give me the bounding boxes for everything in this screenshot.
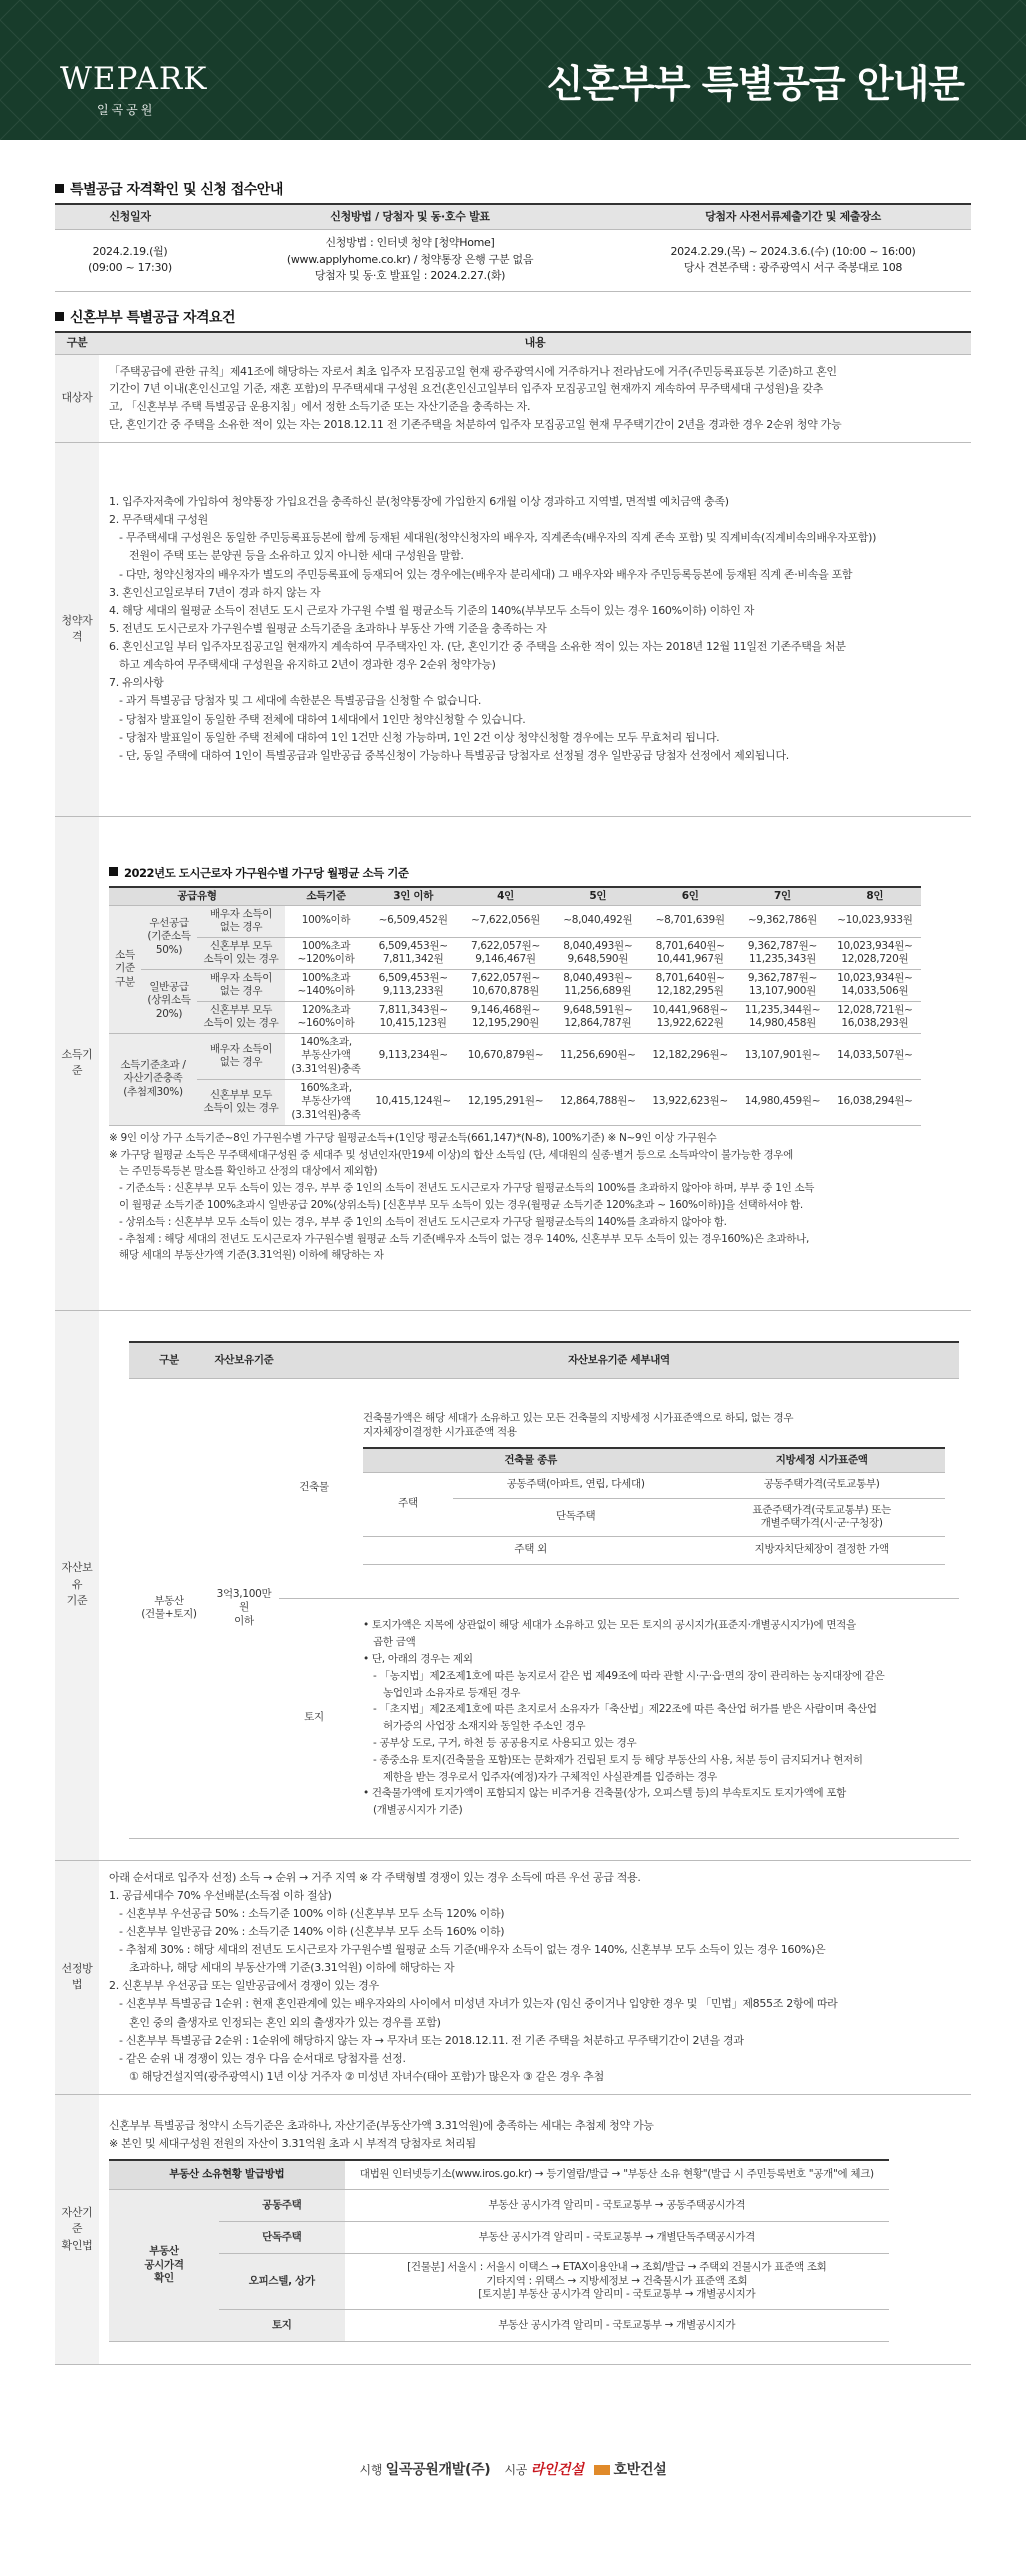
check-source: [건물분] 서울시 : 서울시 이택스 → ETAX이용안내 → 조회/발급 → 주택외 건물시가 표준액 조회 기타지역 : 위택스 → 지방세정보 → 건축물시가 표준액 조회 [토지분] 부동산 공시가격 알리미 - 국토교통부 → 개별공시지가 xyxy=(345,2254,889,2310)
check-group-label: 부동산 공시가격 확인 xyxy=(109,2190,219,2342)
asset-content xyxy=(99,1310,971,1860)
row-label-asset: 자산보유 기준 xyxy=(55,1310,99,1860)
check-kind: 공동주택 xyxy=(219,2190,345,2222)
hoban-logo-icon xyxy=(594,2465,610,2475)
asset-table xyxy=(129,1341,959,1839)
check-kind: 토지 xyxy=(219,2310,345,2342)
grp-lottery: 소득기준초과 / 자산기준충족 (추첨제30%) xyxy=(109,1033,197,1125)
th-asset-std: 자산보유기준 xyxy=(209,1342,279,1378)
page-title: 신혼부부 특별공급 안내문 xyxy=(546,62,964,106)
bld-kind: 주택 외 xyxy=(363,1536,698,1564)
case-cell: 신혼부부 모두 소득이 있는 경우 xyxy=(197,937,285,969)
qualification-content: 1. 입주자저축에 가입하여 청약통장 가입요건을 충족하신 분(청약통장에 가입한지 6개월 이상 경과하고 지역별, 면적별 예치금액 충족) 2. 무주택세대 구성원 - 무주택세대 구성원은 동일한 주민등록표등본에 함께 등재된 세대원(청약신청자의 배우자, 직계존속(배우자의 직계 존속 포함) 및 직계비속(직계비속의배우자포함)) 전원이 주택 또는 분양권 등을 소유하고 있지 아니한 세대 구성원을 말함. - 다만, 청약신청자의 배우자가 별도의 주민등록표에 등재되어 있는 경우에는(배우자 분리세대) 그 배우자와 배우자 주민등록등본에 등재된 직계 존·비속을 포함 3. 혼인신고일로부터 7년이 경과 하지 않는 자 4. 해당 세대의 월평균 소득이 전년도 도시 근로자 가구원 수별 월 평균소득 기준의 140%(부부모두 소득이 있는 경우 160%이하) 이하인 자 5. 전년도 도시근로자 가구원수별 월평균 소득기준을 초과하나 부동산 가액 기준을 충족하는 자 6. 혼인신고일 부터 입주자모집공고일 현재까지 계속하여 무주택자인 자. (단, 혼인기간 중 주택을 소유한 적이 있는 자는 2018년 12월 11일전 기존주택을 처분 하고 계속하여 무주택세대 구성원을 유지하고 2년이 경과한 경우 2순위 청약가능) 7. 유의사항 - 과거 특별공급 당첨자 및 그 세대에 속한분은 특별공급을 신청할 수 없습니다. - 당첨자 발표일이 동일한 주택 전체에 대하여 1세대에서 1인만 청약신청할 수 있습니다. - 당첨자 발표일이 동일한 주택 전체에 대하여 1인 1건만 신청 가능하며, 1인 2건 이상 청약신청할 경우에는 모두 무효처리 됩니다. - 단, 동일 주택에 대하여 1인이 특별공급과 일반공급 중복신청이 가능하나 특별공급 당첨자로 선정될 경우 일반공급 당첨자 선정에서 제외됩니다. xyxy=(99,442,971,816)
asset-limit-cell: 3억3,100만원 이하 xyxy=(209,1378,279,1838)
land-label: 토지 xyxy=(279,1598,349,1838)
brand-logo: WEPARK xyxy=(60,61,208,97)
th-6p: 6인 xyxy=(644,887,736,905)
val-cell: 10,415,124원~ xyxy=(367,1079,459,1125)
th-3p: 3인 이하 xyxy=(367,887,459,905)
val-cell: 9,648,591원~ 12,864,787원 xyxy=(552,1001,644,1033)
requirements-table xyxy=(55,331,971,2365)
case-cell: 신혼부부 모두 소득이 있는 경우 xyxy=(197,1001,285,1033)
bld-price: 지방자치단체장이 결정한 가액 xyxy=(698,1536,945,1564)
target-content: 「주택공급에 관한 규칙」제41조에 해당하는 자로서 최초 입주자 모집공고일 현재 광주광역시에 거주하거나 전라남도에 거주(주민등록표등본 기준)하고 혼인 기간이 7년 이내(혼인신고일 기준, 재혼 포함)의 무주택세대 구성원 요건(혼인신고일부터 입주자 모집공고일 현재까지 계속하여 무주택세대 구성원)을 갖추 고, 「신혼부부 주택 특별공급 운용지침」에서 정한 소득기준 또는 자산기준을 충족하는 자. 단, 혼인기간 중 주택을 소유한 적이 있는 자는 2018.12.11 전 기존주택을 처분하여 입주자 모집공고일 현재 무주택기간이 2년을 경과한 경우 2순위 청약 가능 xyxy=(99,354,971,442)
val-cell: 12,195,291원~ xyxy=(459,1079,551,1125)
val-cell: 13,922,623원~ xyxy=(644,1079,736,1125)
val-cell: 8,701,640원~ 12,182,295원 xyxy=(644,969,736,1001)
val-cell: 8,701,640원~ 10,441,967원 xyxy=(644,937,736,969)
val-cell: ~9,362,786원 xyxy=(736,905,828,937)
val-cell: 13,107,901원~ xyxy=(736,1033,828,1079)
check-kind: 오피스텔, 상가 xyxy=(219,2254,345,2310)
check-source: 부동산 공시가격 알리미 - 국토교통부 → 개별단독주택공시가격 xyxy=(345,2222,889,2254)
footer-credits xyxy=(0,2460,1026,2481)
val-cell: 11,256,690원~ xyxy=(552,1033,644,1079)
case-cell: 배우자 소득이 없는 경우 xyxy=(197,905,285,937)
building-label: 건축물 xyxy=(279,1378,349,1598)
val-cell: ~10,023,933원 xyxy=(829,905,921,937)
val-cell: 14,033,507원~ xyxy=(829,1033,921,1079)
row-label-selection: 선정방법 xyxy=(55,1860,99,2095)
val-cell: ~7,622,056원 xyxy=(459,905,551,937)
asset-check-content: 신혼부부 특별공급 청약시 소득기준은 초과하나, 자산기준(부동산가액 3.31억원)에 충족하는 세대는 추첨제 청약 가능 ※ 본인 및 세대구성원 전원의 자산이 3.31억원 초과 시 부적격 당첨자로 처리됨 부동산 소유현황 발급방법 대법원 인터넷등기소(www.iros.go.kr) → 등기열람/발급 → "부동산 소유 현황"(발급 시 주민등록번호 "공개"에 체크) 부동산 공시가격 확인 공동주택 부동산 공시가격 알리미 - 국토교통부 → 공동주택공시가격 단독주택 부동산 공시가격 알리미 - 국토교통부 → 개별단독주택공시가격 오피스텔, 상가 [건물분] 서울시 : 서울시 이택스 → ETAX이용안내 → 조회/발급 → 주택외 건물시가 표준액 조회 기타지역 : 위택스 → 지방세정보 → 건축물시가 표준액 조회 [토지분] 부동산 공시가격 알리미 - 국토교통부 → 개별공시지가 토지 부동산 공시가격 알리미 - 국토교통부 → 개별공시지가 xyxy=(99,2095,971,2365)
std-cell: 140%초과, 부동산가액 (3.31억원)충족 xyxy=(285,1033,367,1079)
val-cell: 14,980,459원~ xyxy=(736,1079,828,1125)
std-cell: 100%초과 ~140%이하 xyxy=(285,969,367,1001)
th-4p: 4인 xyxy=(459,887,551,905)
val-cell: ~8,701,639원 xyxy=(644,905,736,937)
apply-method-cell: 신청방법 : 인터넷 청약 [청약Home] (www.applyhome.co.kr) / 청약통장 은행 구분 없음 당첨자 및 동·호 발표일 : 2024.2.27.(화) xyxy=(205,229,615,291)
std-cell: 120%초과 ~160%이하 xyxy=(285,1001,367,1033)
val-cell: 7,811,343원~ 10,415,123원 xyxy=(367,1001,459,1033)
header-banner xyxy=(0,0,1026,140)
footer-developer: 일곡공원개발(주) xyxy=(385,2462,491,2478)
section-title-requirements: 신혼부부 특별공급 자격요건 xyxy=(55,308,235,329)
section-title-application: 특별공급 자격확인 및 신청 접수안내 xyxy=(55,180,283,201)
val-cell: 8,040,493원~ 9,648,590원 xyxy=(552,937,644,969)
selection-content: 아래 순서대로 입주자 선정) 소득 → 순위 → 거주 지역 ※ 각 주택형별 경쟁이 있는 경우 소득에 따른 우선 공급 적용. 1. 공급세대수 70% 우선배분(소득점 이하 절삼) - 신혼부부 우선공급 50% : 소득기준 100% 이하 (신혼부부 모두 소득 120% 이하) - 신혼부부 일반공급 20% : 소득기준 140% 이하 (신혼부부 모두 소득 160% 이하) - 추첨제 30% : 해당 세대의 전년도 도시근로자 가구원수별 월평균 소득 기준(배우자 소득이 없는 경우 140%, 신혼부부 모두 소득이 있는 경우 160%)은 초과하나, 해당 세대의 부동산가액 기준(3.31억원) 이하에 해당하는 자 2. 신혼부부 우선공급 또는 일반공급에서 경쟁이 있는 경우 - 신혼부부 특별공급 1순위 : 현재 혼인관계에 있는 배우자와의 사이에서 미성년 자녀가 있는자 (임신 중이거나 입양한 경우 및 「민법」제855조 2항에 따라 혼인 중의 출생자로 인정되는 혼인 외의 출생자가 있는 경우를 포함) - 신혼부부 특별공급 2순위 : 1순위에 해당하지 않는 자 → 무자녀 또는 2018.12.11. 전 기존 주택을 처분하고 무주택기간이 2년을 경과 - 같은 순위 내 경쟁이 있는 경우 다음 순서대로 당첨자를 선정. ① 해당건설지역(광주광역시) 1년 이상 거주자 ② 미성년 자녀수(태아 포함)가 많은자 ③ 같은 경우 추첨 xyxy=(99,1860,971,2095)
val-cell: ~8,040,492원 xyxy=(552,905,644,937)
income-notes: ※ 9인 이상 가구 소득기준~8인 가구원수별 가구당 월평균소득+(1인당 평균소득(661,147)*(N-8), 100%기준) ※ N~9인 이상 가구원수 ※ 가구당 월평균 소득은 무주택세대구성원 중 세대주 및 성년인자(만19세 이상)의 합산 소득임 (단, 세대원의 실종·별거 등으로 소득파악이 불가능한 경우에 는 주민등록등본 말소를 확인하고 산정의 대상에서 제외함) - 기준소득 : 신혼부부 모두 소득이 있는 경우, 부부 중 1인의 소득이 전년도 도시근로자 가구당 월평균소득의 100%를 초과하지 않아야 하며, 부부 중 1인 소득 이 월평균 소득기준 100%초과시 일반공급 20%(상위소득) [신혼부부 모두 소득이 있는 경우(월평균 소득기준 120%초과 ~ 160%이하)]을 선택하셔야 함. - 상위소득 : 신혼부부 모두 소득이 있는 경우, 부부 중 1인의 소득이 전년도 도시근로자 가구당 월평균소득의 140%를 초과하지 않아야 함. - 추첨제 : 해당 세대의 전년도 도시근로자 가구원수별 월평균 소득 기준(배우자 소득이 없는 경우 140%, 신혼부부 모두 소득이 있는 경우160%)은 초과하나, 해당 세대의 부동산가액 기준(3.31억원) 이하에 해당하는 자 xyxy=(109,1131,815,1262)
bld-kind: 공동주택(아파트, 연립, 다세대) xyxy=(453,1472,698,1498)
bld-housing: 주택 xyxy=(363,1472,453,1536)
ownership-method: 대법원 인터넷등기소(www.iros.go.kr) → 등기열람/발급 → "부동산 소유 현황"(발급 시 주민등록번호 "공개"에 체크) xyxy=(345,2160,889,2190)
th-5p: 5인 xyxy=(552,887,644,905)
footer-label-builder: 시공 xyxy=(504,2463,528,2477)
th-docs: 당첨자 사전서류제출기간 및 제출장소 xyxy=(615,204,971,229)
val-cell: 11,235,344원~ 14,980,458원 xyxy=(736,1001,828,1033)
brand-logo-sub: 일곡공원 xyxy=(97,103,156,117)
th-asset-detail: 자산보유기준 세부내역 xyxy=(279,1342,959,1378)
val-cell: 6,509,453원~ 9,113,233원 xyxy=(367,969,459,1001)
land-detail: • 토지가액은 지목에 상관없이 해당 세대가 소유하고 있는 모든 토지의 공시지가(표준지·개별공시지가)에 면적을 곱한 금액 • 단, 아래의 경우는 제외 - 「농지법」제2조제1호에 따른 농지로서 같은 법 제49조에 따라 관할 시·구·읍·면의 장이 관리하는 농지대장에 같은 농업인과 소유자로 등재된 경우 - 「초지법」제2조제1호에 따른 초지로서 소유자가「축산법」제22조에 따른 축산업 허가를 받은 사람이며 축산업 허가증의 사업장 소재지와 동일한 주소인 경우 - 공부상 도로, 구거, 하천 등 공공용지로 사용되고 있는 경우 - 종중소유 토지(건축물을 포함)또는 문화재가 건립된 토지 등 해당 부동산의 사용, 처분 등이 금지되거나 현저히 제한을 받는 경우로서 입주자(예정)자가 구체적인 사실관계를 입증하는 경우 • 건축물가액에 토지가액이 포함되지 않는 비주거용 건축물(상가, 오피스텔 등)의 부속토지도 토지가액에 포함 (개별공시지가 기준) xyxy=(349,1598,959,1838)
th-category: 구분 xyxy=(55,332,99,354)
bld-kind: 단독주택 xyxy=(453,1498,698,1536)
th-7p: 7인 xyxy=(736,887,828,905)
val-cell: 16,038,294원~ xyxy=(829,1079,921,1125)
val-cell: 10,670,879원~ xyxy=(459,1033,551,1079)
case-cell: 신혼부부 모두 소득이 있는 경우 xyxy=(197,1079,285,1125)
val-cell: 12,864,788원~ xyxy=(552,1079,644,1125)
val-cell: 9,362,787원~ 11,235,343원 xyxy=(736,937,828,969)
val-cell: 9,146,468원~ 12,195,290원 xyxy=(459,1001,551,1033)
th-date: 신청일자 xyxy=(55,204,205,229)
val-cell: 6,509,453원~ 7,811,342원 xyxy=(367,937,459,969)
docs-period-cell: 2024.2.29.(목) ~ 2024.3.6.(수) (10:00 ~ 16:00) 당사 견본주택 : 광주광역시 서구 죽봉대로 108 xyxy=(615,229,971,291)
th-method: 신청방법 / 당첨자 및 동·호수 발표 xyxy=(205,204,615,229)
val-cell: 12,182,296원~ xyxy=(644,1033,736,1079)
row-label-asset-check: 자산기준 확인법 xyxy=(55,2095,99,2365)
building-detail: 건축물가액은 해당 세대가 소유하고 있는 모든 건축물의 지방세정 시가표준액으로 하되, 없는 경우 지자체장이결정한 시가표준액 적용 건축물 종류 지방세정 시가표준액 주택 공동주택(아파트, 연립, 다세대) 공동주택가격(국토교통부) 단독주택 표준주택가격(국토교통부) 또는 개별주택가격(시·군·구청장) 주택 외 지방자치단체장이 결정한 가액 xyxy=(349,1378,959,1598)
row-label-target: 대상자 xyxy=(55,354,99,442)
income-table-title: 2022년도 도시근로자 가구원수별 가구당 월평균 소득 기준 xyxy=(109,864,961,882)
check-kind: 단독주택 xyxy=(219,2222,345,2254)
case-cell: 배우자 소득이 없는 경우 xyxy=(197,1033,285,1079)
val-cell: ~6,509,452원 xyxy=(367,905,459,937)
application-info-table xyxy=(55,203,971,292)
bld-price: 표준주택가격(국토교통부) 또는 개별주택가격(시·군·구청장) xyxy=(698,1498,945,1536)
footer-builder-1: 라인건설 xyxy=(530,2462,584,2478)
row-label-qualification: 청약자격 xyxy=(55,442,99,816)
apply-date-cell: 2024.2.19.(월) (09:00 ~ 17:30) xyxy=(55,229,205,291)
grp-income-label: 소득 기준 구분 xyxy=(109,905,141,1033)
th-content: 내용 xyxy=(99,332,971,354)
bld-price: 공동주택가격(국토교통부) xyxy=(698,1472,945,1498)
th-bld-kind: 건축물 종류 xyxy=(363,1448,698,1472)
footer-builder-2: 호반건설 xyxy=(613,2462,667,2478)
val-cell: 9,362,787원~ 13,107,900원 xyxy=(736,969,828,1001)
case-cell: 배우자 소득이 없는 경우 xyxy=(197,969,285,1001)
asset-check-table xyxy=(109,2159,889,2343)
building-type-table xyxy=(363,1447,945,1565)
val-cell: 8,040,493원~ 11,256,689원 xyxy=(552,969,644,1001)
std-cell: 100%이하 xyxy=(285,905,367,937)
check-source: 부동산 공시가격 알리미 - 국토교통부 → 공동주택공시가격 xyxy=(345,2190,889,2222)
check-source: 부동산 공시가격 알리미 - 국토교통부 → 개별공시지가 xyxy=(345,2310,889,2342)
asset-type-cell: 부동산 (건물+토지) xyxy=(129,1378,209,1838)
row-label-income: 소득기준 xyxy=(55,816,99,1310)
val-cell: 10,441,968원~ 13,922,622원 xyxy=(644,1001,736,1033)
val-cell: 9,113,234원~ xyxy=(367,1033,459,1079)
income-table xyxy=(109,886,921,1126)
th-8p: 8인 xyxy=(829,887,921,905)
grp-general: 일반공급 (상위소득 20%) xyxy=(141,969,197,1033)
th-asset-cat: 구분 xyxy=(129,1342,209,1378)
std-cell: 160%초과, 부동산가액 (3.31억원)충족 xyxy=(285,1079,367,1125)
std-cell: 100%초과 ~120%이하 xyxy=(285,937,367,969)
grp-priority: 우선공급 (기준소득 50%) xyxy=(141,905,197,969)
val-cell: 7,622,057원~ 10,670,878원 xyxy=(459,969,551,1001)
th-ownership: 부동산 소유현황 발급방법 xyxy=(109,2160,345,2190)
th-income-std: 소득기준 xyxy=(285,887,367,905)
th-supply-type: 공급유형 xyxy=(109,887,285,905)
footer-label-developer: 시행 xyxy=(359,2463,383,2477)
val-cell: 12,028,721원~ 16,038,293원 xyxy=(829,1001,921,1033)
th-bld-price: 지방세정 시가표준액 xyxy=(698,1448,945,1472)
val-cell: 10,023,934원~ 12,028,720원 xyxy=(829,937,921,969)
val-cell: 7,622,057원~ 9,146,467원 xyxy=(459,937,551,969)
val-cell: 10,023,934원~ 14,033,506원 xyxy=(829,969,921,1001)
income-content xyxy=(99,816,971,1310)
